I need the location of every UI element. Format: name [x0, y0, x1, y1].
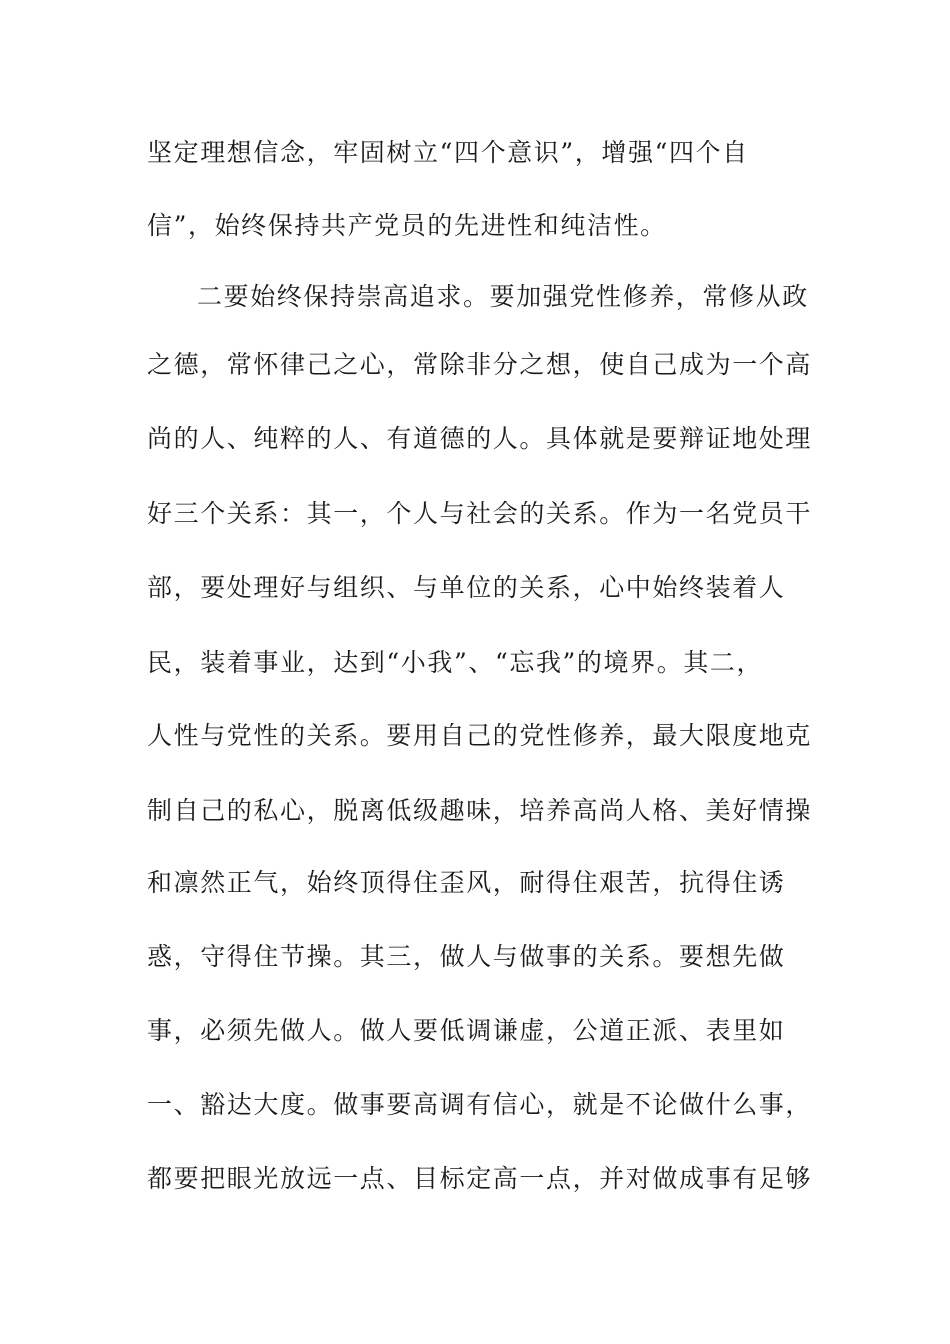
text-line-12: 惑，守得住节操。其三，做人与做事的关系。要想先做: [147, 942, 786, 971]
paragraph-start-line: 二要始终保持崇高追求。要加强党性修养，常修从政: [197, 282, 809, 311]
text-line-1: 坚定理想信念，牢固树立“四个意识”，增强“四个自: [147, 138, 749, 167]
text-line-7: 部，要处理好与组织、与单位的关系，心中始终装着人: [147, 573, 786, 602]
text-line-15: 都要把眼光放远一点、目标定高一点，并对做成事有足够: [147, 1164, 813, 1193]
text-line-13: 事，必须先做人。做人要低调谦虚，公道正派、表里如: [147, 1016, 786, 1045]
text-line-8: 民，装着事业，达到“小我”、“忘我”的境界。其二，: [147, 648, 764, 677]
text-line-4: 之德，常怀律己之心，常除非分之想，使自己成为一个高: [147, 350, 813, 379]
text-line-10: 制自己的私心，脱离低级趣味，培养高尚人格、美好情操: [147, 796, 813, 825]
text-line-5: 尚的人、纯粹的人、有道德的人。具体就是要辩证地处理: [147, 424, 813, 453]
text-line-6: 好三个关系：其一，个人与社会的关系。作为一名党员干: [147, 499, 813, 528]
text-line-11: 和凛然正气，始终顶得住歪风，耐得住艰苦，抗得住诱: [147, 868, 786, 897]
text-line-9: 人性与党性的关系。要用自己的党性修养，最大限度地克: [147, 721, 813, 750]
text-line-14: 一、豁达大度。做事要高调有信心，就是不论做什么事，: [147, 1090, 813, 1119]
text-line-2: 信”，始终保持共产党员的先进性和纯洁性。: [147, 211, 667, 240]
